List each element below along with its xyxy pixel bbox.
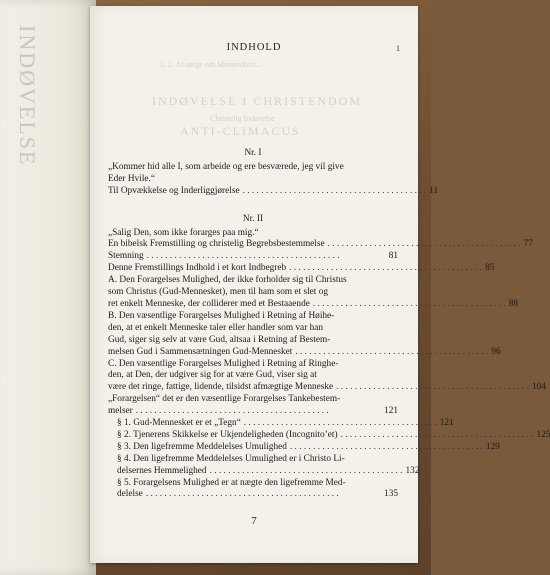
left-page-bleed-title: INDØVELSE [15,25,40,167]
leader-dots: . . . . . . . . . . . . . . . . . . . . . . . . . . . . . . . . . . . . . . . . . . [243,418,437,429]
toc-page-number: 129 [485,441,500,452]
toc-page-number: 85 [485,263,495,274]
toc-page-number: 96 [491,346,501,357]
toc-entry-text: § 2. Tjenerens Skikkelse er Ukjendeligheden (Incognito’et) [117,429,338,440]
toc-entries [108,239,550,501]
toc-entry-text: En bibelsk Fremstilling og christelig Begrebsbestemmelse [108,239,325,250]
toc-entry-text: Stemning [108,251,144,262]
bleed-through-title: INDØVELSE I CHRISTENDOM [152,94,362,108]
section-heading-1: Nr. I [244,148,262,158]
toc-entry-text: Til Opvækkelse og Inderliggjørelse [108,185,240,196]
leader-dots: . . . . . . . . . . . . . . . . . . . . . . . . . . . . . . . . . . . . . . . . . . [312,298,506,309]
toc-entry [108,406,398,418]
toc-entry-text: § 3. Den ligefremme Meddelelses Umulighed [117,441,287,452]
toc-entry [108,429,550,442]
toc-line: B. Den væsentlige Forargelses Mulighed i Retning af Høihe- [108,310,335,321]
toc-entry-text: Denne Fremstillings Indhold i et kort Indbegreb [108,263,287,274]
toc-entry [108,346,501,359]
leader-dots: . . . . . . . . . . . . . . . . . . . . . . . . . . . . . . . . . . . . . . . . . . [340,429,534,440]
toc-page-number: 77 [523,239,533,250]
toc-line: som Christus (Gud-Mennesket), men til ham som et slet og [108,287,329,298]
toc-line: C. Den væsentlige Forargelses Mulighed i Retning af Ringhe- [108,358,339,369]
toc-entry [108,418,454,430]
toc-entry-text: ret enkelt Menneske, der colliderer med et Bestaaende [108,298,310,309]
book-page [90,6,550,563]
section-heading-2: Nr. II [242,213,264,224]
leader-dots: . . . . . . . . . . . . . . . . . . . . . . . . . . . . . . . . . . . . . . . . . . [289,441,483,452]
bleed-through-author: ANTI-CLIMACUS [180,124,301,138]
bleed-through-text: 1. 2. At sørge om Menneskets... [160,60,262,69]
leader-dots: . . . . . . . . . . . . . . . . . . . . . . . . . . . . . . . . . . . . . . . . . . [295,346,489,357]
leader-dots: . . . . . . . . . . . . . . . . . . . . . . . . . . . . . . . . . . . . . . . . . . [209,465,403,476]
toc-page-number: 121 [439,418,454,429]
toc-line: „Forargelsen“ det er den væsentlige Forargelses Tankebestem- [108,394,341,405]
toc-entry [108,239,533,251]
left-book-page [0,0,96,575]
toc-page-number: 104 [532,382,547,393]
table-of-contents [108,148,550,501]
toc-page-number: 81 [388,251,398,262]
page-header-title: INDHOLD [226,42,282,53]
toc-page-number: 88 [508,298,519,309]
leader-dots: . . . . . . . . . . . . . . . . . . . . . . . . . . . . . . . . . . . . . . . . . . [336,382,530,393]
toc-line: § 5. Forargelsens Mulighed er at nægte den ligefremme Med- [117,477,346,488]
toc-page-number: 121 [384,406,398,417]
toc-line: „Salig Den, som ikke forarges paa mig.“ [108,227,259,238]
toc-entry-text: være det ringe, fattige, lidende, tilsidst afmægtige Menneske [108,382,334,393]
toc-entry [108,441,500,454]
toc-entry-text: melsen Gud i Sammensætningen Gud-Mennesket [108,346,293,357]
page-number: 7 [251,515,257,527]
toc-entry-text: melser [108,406,133,417]
leader-dots: . . . . . . . . . . . . . . . . . . . . . . . . . . . . . . . . . . . . . . . . . . [145,489,339,500]
toc-entry-text: delelse [117,489,143,500]
toc-entry [108,465,420,478]
toc-entry [108,185,439,198]
corner-page-number: 1 [396,44,400,53]
toc-entry [108,263,495,275]
leader-dots: . . . . . . . . . . . . . . . . . . . . . . . . . . . . . . . . . . . . . . . . . . [289,263,483,274]
leader-dots: . . . . . . . . . . . . . . . . . . . . . . . . . . . . . . . . . . . . . . . . . . [327,239,521,250]
toc-page-number: 125 [536,429,550,440]
toc-entry [108,298,519,311]
leader-dots: . . . . . . . . . . . . . . . . . . . . . . . . . . . . . . . . . . . . . . . . . . [135,406,329,417]
toc-line: Gud, siger sig selv at være Gud, altsaa i Retning af Bestem- [108,334,331,345]
toc-line: „Kommer hid alle I, som arbeide og ere besværede, jeg vil give [108,161,344,172]
toc-page-number: 135 [384,489,398,500]
toc-line: den, at et enkelt Menneske taler eller handler som var han [108,322,324,333]
toc-line: § 4. Den ligefremme Meddelelses Umulighed er i Christo Li- [117,453,345,464]
toc-entry-text: § 1. Gud-Mennesket er et „Tegn“ [117,418,241,429]
leader-dots: . . . . . . . . . . . . . . . . . . . . . . . . . . . . . . . . . . . . . . . . . . [146,251,340,262]
leader-dots: . . . . . . . . . . . . . . . . . . . . . . . . . . . . . . . . . . . . . . . . [242,185,427,196]
toc-page-number: 132 [405,465,420,476]
toc-entry [108,489,398,501]
toc-entry [108,251,398,263]
toc-line: A. Den Forargelses Mulighed, der ikke forholder sig til Christus [108,275,347,286]
bleed-through-text: Christelig Indøvelse [210,114,275,123]
toc-line: Eder Hvile.“ [108,173,155,184]
toc-line: den, at Den, der udgiver sig for at være Gud, viser sig at [108,370,317,381]
toc-page-number: 11 [429,185,439,196]
toc-entry [108,382,547,394]
toc-entry-text: delsernes Hemmelighed [117,465,207,476]
